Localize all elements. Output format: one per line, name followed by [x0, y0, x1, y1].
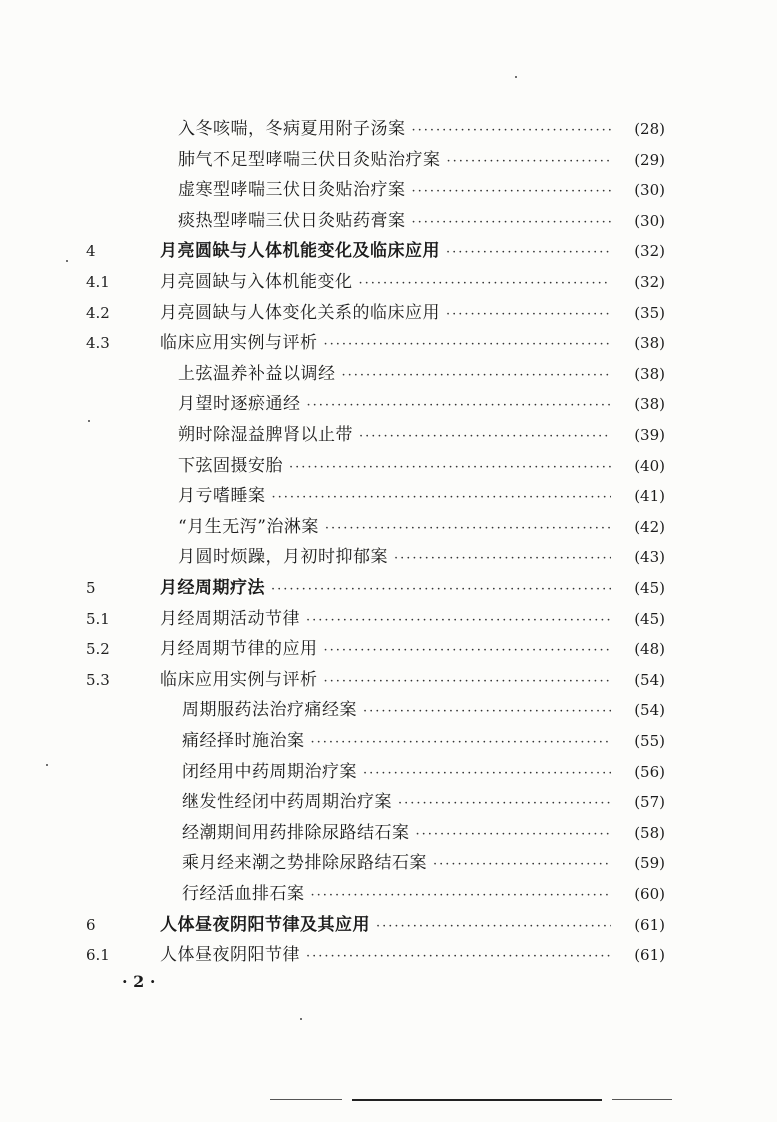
page-reference: (54)	[634, 701, 665, 720]
page-reference: (61)	[634, 946, 665, 965]
toc-entry-line	[160, 941, 611, 971]
page-reference: (41)	[634, 487, 665, 506]
dot-leader	[289, 454, 611, 482]
toc-entry	[0, 574, 777, 602]
toc-entry-line	[160, 605, 611, 635]
toc-entry	[0, 696, 777, 724]
toc-entry-line	[182, 788, 611, 818]
section-title: 朔时除湿益脾肾以止带	[178, 425, 353, 445]
section-title: 下弦固摄安胎	[178, 455, 283, 476]
section-title: 痰热型哮喘三伏日灸贴药膏案	[178, 210, 406, 231]
page-reference: (30)	[634, 181, 665, 200]
section-number: 6.1	[86, 946, 110, 965]
section-title: 继发性经闭中药周期治疗案	[182, 792, 392, 813]
dot-leader	[359, 423, 611, 451]
scan-speck	[515, 76, 517, 78]
section-number: 5.2	[86, 640, 110, 659]
dot-leader	[342, 362, 612, 390]
section-number: 4	[86, 242, 96, 261]
toc-entry-line	[160, 268, 611, 298]
section-title: “月生无泻”治淋案	[178, 516, 319, 537]
toc-entry-line	[178, 421, 611, 451]
dot-leader	[306, 607, 611, 635]
page-reference: (32)	[634, 242, 665, 261]
toc-entry-line	[182, 758, 611, 788]
section-title: 肺气不足型哮喘三伏日灸贴治疗案	[178, 149, 441, 170]
section-title: 月望时逐瘀通经	[178, 394, 301, 415]
section-title: 行经活血排石案	[182, 884, 305, 904]
toc-entry	[0, 329, 777, 357]
toc-entry	[0, 941, 777, 969]
dot-leader	[394, 545, 611, 573]
section-title: 乘月经来潮之势排除尿路结石案	[182, 853, 427, 874]
dot-leader	[307, 392, 612, 420]
page-reference: (28)	[634, 120, 665, 138]
page-reference: (42)	[634, 517, 665, 536]
dot-leader	[325, 515, 611, 543]
section-title: 月亮圆缺与人体机能变化及临床应用	[160, 241, 440, 262]
dot-leader	[324, 331, 612, 359]
toc-entry	[0, 727, 777, 755]
section-title: 月经周期活动节律	[160, 608, 300, 629]
section-title: 月圆时烦躁，月初时抑郁案	[178, 547, 388, 568]
toc-entry	[0, 543, 777, 571]
toc-entry	[0, 911, 777, 939]
toc-entry-line	[178, 482, 611, 512]
dot-leader	[412, 209, 612, 237]
page-reference: (57)	[634, 793, 665, 812]
dot-leader	[324, 637, 612, 665]
dot-leader	[359, 270, 612, 298]
toc-entry	[0, 115, 777, 143]
toc-entry-line	[178, 176, 611, 206]
section-title: 月经周期疗法	[160, 578, 265, 598]
page-reference: (54)	[634, 670, 665, 689]
toc-entry-line	[160, 299, 611, 329]
section-number: 5.3	[86, 670, 110, 689]
toc-entry	[0, 237, 777, 265]
section-number: 5	[86, 579, 96, 597]
page-reference: (61)	[634, 915, 665, 934]
toc-entry-line	[178, 543, 611, 573]
toc-entry-line	[178, 513, 611, 543]
dot-leader	[412, 117, 612, 145]
dot-leader	[271, 576, 611, 604]
toc-entry	[0, 758, 777, 786]
dot-leader	[363, 760, 611, 788]
toc-entry	[0, 390, 777, 418]
dot-leader	[311, 882, 612, 910]
toc-entry-line	[182, 727, 611, 757]
toc-entry	[0, 880, 777, 908]
dot-leader	[412, 178, 612, 206]
toc-entry-line	[178, 207, 611, 237]
section-title: 月经周期节律的应用	[160, 639, 318, 660]
section-number: 4.2	[86, 303, 110, 322]
toc-entry-line	[178, 146, 611, 176]
toc-entry	[0, 452, 777, 480]
section-title: 临床应用实例与评析	[160, 669, 318, 690]
section-title: 月亏嗜睡案	[178, 486, 266, 507]
toc-entry	[0, 299, 777, 327]
toc-entry-line	[178, 360, 611, 390]
dot-leader	[376, 913, 611, 941]
page-reference: (39)	[634, 426, 665, 444]
dot-leader	[446, 301, 611, 329]
toc-entry-line	[160, 329, 611, 359]
page-reference: (55)	[634, 732, 665, 750]
scan-speck	[46, 764, 48, 766]
toc-entry	[0, 788, 777, 816]
page-reference: (32)	[634, 273, 665, 291]
toc-entry	[0, 207, 777, 235]
scan-edge-line	[612, 1099, 672, 1100]
dot-leader	[398, 790, 611, 818]
section-title: 闭经用中药周期治疗案	[182, 761, 357, 782]
dot-leader	[447, 148, 612, 176]
scan-edge-line	[270, 1099, 342, 1100]
page-reference: (58)	[634, 823, 665, 842]
page-reference: (38)	[634, 395, 665, 414]
section-title: 人体昼夜阴阳节律及其应用	[160, 914, 370, 935]
page-reference: (45)	[634, 579, 665, 597]
section-title: 月亮圆缺与人体变化关系的临床应用	[160, 302, 440, 323]
toc-entry-line	[178, 390, 611, 420]
toc-entry-line	[178, 452, 611, 482]
page-reference: (45)	[634, 609, 665, 628]
page-reference: (43)	[634, 548, 665, 567]
page-reference: (38)	[634, 334, 665, 353]
toc-entry	[0, 666, 777, 694]
page-number: · 2 ·	[122, 972, 156, 991]
dot-leader	[416, 821, 612, 849]
scan-speck	[300, 1018, 302, 1020]
toc-entry-line	[160, 666, 611, 696]
toc-entry	[0, 482, 777, 510]
scan-edge-line	[352, 1099, 602, 1101]
section-title: 临床应用实例与评析	[160, 333, 318, 354]
section-title: 人体昼夜阴阳节律	[160, 945, 300, 966]
toc-entry-line	[182, 880, 611, 910]
page-reference: (59)	[634, 854, 665, 873]
page-reference: (29)	[634, 150, 665, 169]
toc-entry-line	[178, 115, 611, 145]
toc-entry-line	[182, 849, 611, 879]
dot-leader	[311, 729, 612, 757]
dot-leader	[324, 668, 612, 696]
section-number: 5.1	[86, 609, 110, 628]
page-reference: (48)	[634, 640, 665, 659]
toc-entry	[0, 146, 777, 174]
scan-speck	[88, 420, 90, 422]
toc-entry-line	[160, 911, 611, 941]
section-number: 4.3	[86, 334, 110, 353]
section-title: 痛经择时施治案	[182, 731, 305, 751]
section-number: 4.1	[86, 273, 110, 291]
section-title: 虚寒型哮喘三伏日灸贴治疗案	[178, 180, 406, 201]
section-number: 6	[86, 915, 96, 934]
page-reference: (56)	[634, 762, 665, 781]
section-title: 月亮圆缺与入体机能变化	[160, 272, 353, 292]
page-reference: (35)	[634, 303, 665, 322]
toc-entry	[0, 849, 777, 877]
section-title: 周期服药法治疗痛经案	[182, 700, 357, 721]
page-reference: (30)	[634, 211, 665, 230]
dot-leader	[446, 239, 611, 267]
toc-entry-line	[160, 237, 611, 267]
toc-entry-line	[160, 635, 611, 665]
toc-entry-line	[182, 696, 611, 726]
page-reference: (60)	[634, 885, 665, 903]
toc-entry	[0, 635, 777, 663]
toc-entry	[0, 605, 777, 633]
dot-leader	[433, 851, 611, 879]
toc-entry	[0, 176, 777, 204]
toc-entry	[0, 819, 777, 847]
toc-entry	[0, 360, 777, 388]
section-title: 入冬咳喘，冬病夏用附子汤案	[178, 119, 406, 139]
toc-entry	[0, 268, 777, 296]
dot-leader	[306, 943, 611, 971]
toc-entry	[0, 421, 777, 449]
toc-entry-line	[182, 819, 611, 849]
page-reference: (40)	[634, 456, 665, 475]
section-title: 上弦温养补益以调经	[178, 363, 336, 384]
scan-speck	[66, 260, 68, 262]
dot-leader	[363, 698, 611, 726]
toc-entry-line	[160, 574, 611, 604]
dot-leader	[272, 484, 612, 512]
section-title: 经潮期间用药排除尿路结石案	[182, 822, 410, 843]
page-reference: (38)	[634, 364, 665, 383]
toc-entry	[0, 513, 777, 541]
